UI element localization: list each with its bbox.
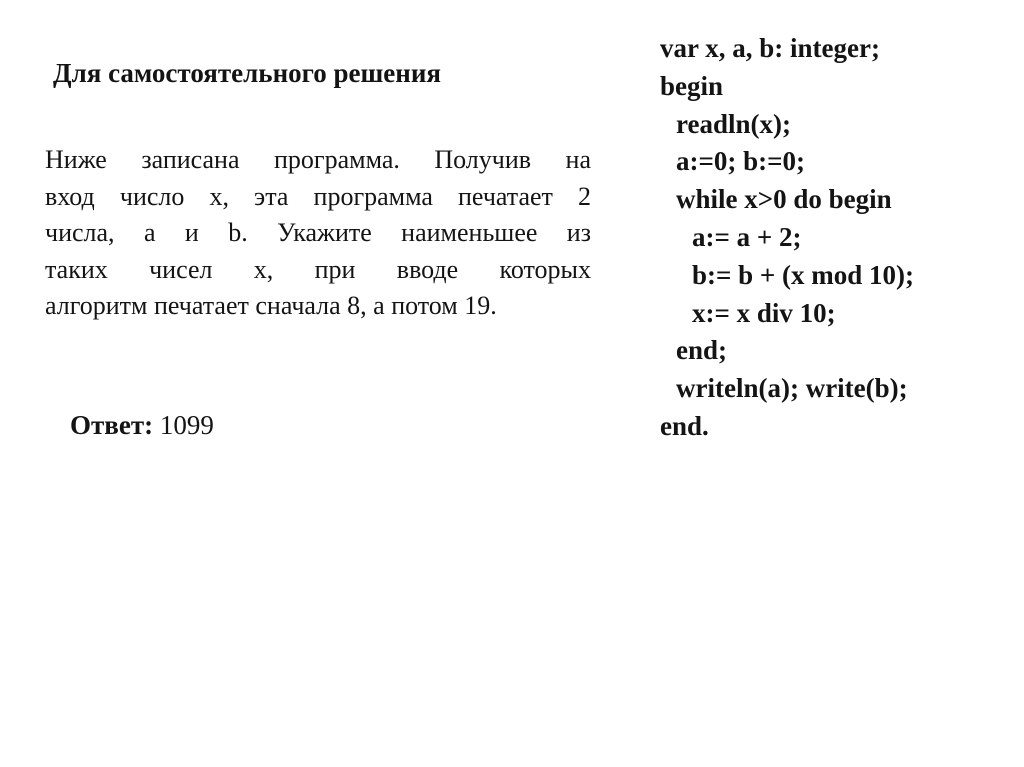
task-line: числа, a и b. Укажите наименьшее из	[45, 218, 591, 247]
code-line: readln(x);	[676, 108, 791, 139]
task-line: Ниже записана программа. Получив на	[45, 145, 591, 174]
code-line: b:= b + (x mod 10);	[692, 259, 915, 290]
task-line: таких чисел x, при вводе которых	[45, 254, 591, 284]
code-line: begin	[660, 70, 724, 101]
slide-heading: Для самостоятельного решения	[53, 58, 441, 88]
task-line: алгоритм печатает сначала 8, а потом 19.	[45, 291, 497, 320]
answer-label: Ответ:	[70, 410, 154, 440]
code-line: writeln(a); write(b);	[676, 373, 908, 404]
answer	[70, 408, 214, 442]
code-line: var x, a, b: integer;	[660, 33, 880, 63]
task-text	[45, 142, 591, 325]
code-line: while x>0 do begin	[676, 184, 892, 215]
task-line: вход число x, эта программа печатает 2	[45, 181, 591, 211]
code-line: end.	[660, 410, 709, 441]
code-listing	[660, 30, 1000, 446]
answer-value: 1099	[159, 410, 214, 440]
code-line: a:= a + 2;	[692, 221, 802, 252]
code-line: x:= x div 10;	[692, 297, 836, 328]
code-line: end;	[676, 335, 728, 366]
code-line: a:=0; b:=0;	[676, 146, 806, 177]
